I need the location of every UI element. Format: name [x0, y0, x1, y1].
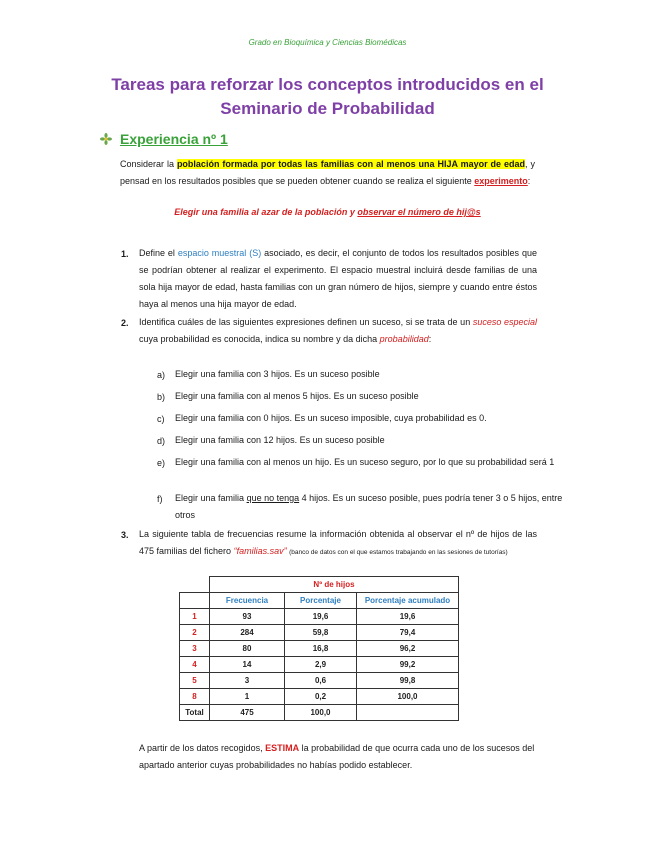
q2-item-d-letter: d)	[157, 436, 166, 446]
frequency-table	[179, 576, 459, 721]
cell-cumulative: 79,4	[357, 625, 459, 641]
page-title	[60, 73, 595, 121]
q2-item-d: Elegir una familia con 12 hijos. Es un suceso posible	[175, 435, 385, 445]
cell-cumulative: 96,2	[357, 641, 459, 657]
question-2-text	[139, 314, 537, 348]
flower-bullet-icon	[100, 133, 112, 145]
table-corner	[180, 577, 210, 593]
cell-frequency: 1	[210, 689, 285, 705]
page-header: Grado en Bioquímica y Ciencias Biomédicas	[248, 38, 407, 47]
cell-percent: 16,8	[285, 641, 357, 657]
row-label: 8	[180, 689, 210, 705]
row-label: 5	[180, 673, 210, 689]
table-total-row	[180, 705, 459, 721]
cell-frequency: 80	[210, 641, 285, 657]
cell-frequency: 14	[210, 657, 285, 673]
experiment-text-b: observar el número de hij@s	[357, 207, 481, 217]
conclusion-post: la probabilidad de que ocurra cada uno de los sucesos del apartado anterior cuyas probabilidades no habías podido establecer.	[139, 743, 535, 770]
table-row	[180, 657, 459, 673]
section-heading	[100, 131, 228, 147]
conclusion-pre: A partir de los datos recogidos,	[139, 743, 263, 753]
total-frequency: 475	[210, 705, 285, 721]
question-1-number: 1.	[121, 249, 129, 259]
section-title: Experiencia nº 1	[120, 131, 228, 147]
q2-item-f-post: 4 hijos. Es un suceso posible, pues podría tener 3 o 5 hijos, entre otros	[175, 493, 563, 520]
cell-frequency: 3	[210, 673, 285, 689]
question-3-number: 3.	[121, 530, 129, 540]
table-header-percent: Porcentaje	[285, 593, 357, 609]
table-row	[180, 673, 459, 689]
q1-pre: Define el	[139, 248, 175, 258]
cell-frequency: 93	[210, 609, 285, 625]
intro-keyword: experimento	[474, 176, 528, 186]
intro-highlight: población formada por todas las familias con al menos una HIJA mayor de edad	[176, 159, 526, 169]
total-cumulative	[357, 705, 459, 721]
q2-term-1: suceso especial	[472, 317, 537, 327]
cell-percent: 19,6	[285, 609, 357, 625]
cell-cumulative: 99,2	[357, 657, 459, 673]
cell-percent: 0,6	[285, 673, 357, 689]
row-label: 4	[180, 657, 210, 673]
cell-cumulative: 19,6	[357, 609, 459, 625]
table-row	[180, 689, 459, 705]
table-header-frequency: Frecuencia	[210, 593, 285, 609]
q2-item-e-letter: e)	[157, 458, 166, 468]
cell-percent: 2,9	[285, 657, 357, 673]
q3-file: “familias.sav”	[233, 546, 287, 556]
table-title-row	[180, 577, 459, 593]
q3-note: (banco de datos con el que estamos trabajando en las sesiones de tutorías)	[289, 549, 508, 556]
table-header-empty	[180, 593, 210, 609]
question-2-number: 2.	[121, 318, 129, 328]
cell-cumulative: 100,0	[357, 689, 459, 705]
table-header-row	[180, 593, 459, 609]
q2-item-f	[175, 490, 580, 524]
experiment-statement	[120, 207, 535, 217]
table-row	[180, 625, 459, 641]
q2-item-f-pre: Elegir una familia	[175, 493, 245, 503]
q2-item-f-letter: f)	[157, 494, 163, 504]
row-label: 2	[180, 625, 210, 641]
q1-term: espacio muestral (S)	[177, 248, 262, 258]
title-line-2: Seminario de Probabilidad	[220, 99, 435, 118]
q2-pre: Identifica cuáles de las siguientes expresiones definen un suceso, si se trata de un	[139, 317, 471, 327]
q2-item-a-letter: a)	[157, 370, 166, 380]
q3-pre: La siguiente tabla de frecuencias resume la información obtenida al observar el nº de hijos de las 475 familias del fichero	[139, 529, 537, 556]
intro-text-3: :	[527, 176, 531, 186]
q1-post: asociado, es decir, el conjunto de todos los resultados posibles que se podrían obtener al realizar el experimento. El espacio muestral incluirá desde familias de una sola hija mayor de edad, hasta familias con un gran número de hijos, siempre y cuando entre éstos haya al menos una hija mayor de edad.	[139, 248, 537, 309]
table-row	[180, 641, 459, 657]
intro-text-2: , y pensad en los resultados posibles que se pueden obtener cuando se realiza el siguiente	[120, 159, 535, 186]
conclusion-paragraph	[139, 740, 539, 774]
cell-cumulative: 99,8	[357, 673, 459, 689]
q2-item-f-underlined: que no tenga	[246, 493, 300, 503]
cell-percent: 59,8	[285, 625, 357, 641]
table-row	[180, 609, 459, 625]
row-label: 3	[180, 641, 210, 657]
q2-term-2: probabilidad	[379, 334, 429, 344]
title-line-1: Tareas para reforzar los conceptos introducidos en el	[111, 75, 544, 94]
q2-item-c: Elegir una familia con 0 hijos. Es un suceso imposible, cuya probabilidad es 0.	[175, 413, 487, 423]
table-header-cumulative: Porcentaje acumulado	[357, 593, 459, 609]
conclusion-keyword: ESTIMA	[265, 743, 300, 753]
q2-item-e: Elegir una familia con al menos un hijo. Es un suceso seguro, por lo que su probabilidad será 1	[175, 457, 555, 467]
cell-percent: 0,2	[285, 689, 357, 705]
q2-end: :	[428, 334, 432, 344]
q2-item-b: Elegir una familia con al menos 5 hijos. Es un suceso posible	[175, 391, 419, 401]
question-3-text	[139, 526, 537, 561]
intro-paragraph	[120, 156, 535, 190]
row-label: 1	[180, 609, 210, 625]
q2-mid: cuya probabilidad es conocida, indica su nombre y da dicha	[139, 334, 378, 344]
total-percent: 100,0	[285, 705, 357, 721]
table-title: Nº de hijos	[210, 577, 459, 593]
total-label: Total	[180, 705, 210, 721]
cell-frequency: 284	[210, 625, 285, 641]
question-1-text	[139, 245, 537, 313]
experiment-text-a: Elegir una familia al azar de la población y	[174, 207, 355, 217]
q2-item-c-letter: c)	[157, 414, 165, 424]
q2-item-a: Elegir una familia con 3 hijos. Es un suceso posible	[175, 369, 380, 379]
intro-text-1: Considerar la	[120, 159, 174, 169]
q2-item-b-letter: b)	[157, 392, 166, 402]
